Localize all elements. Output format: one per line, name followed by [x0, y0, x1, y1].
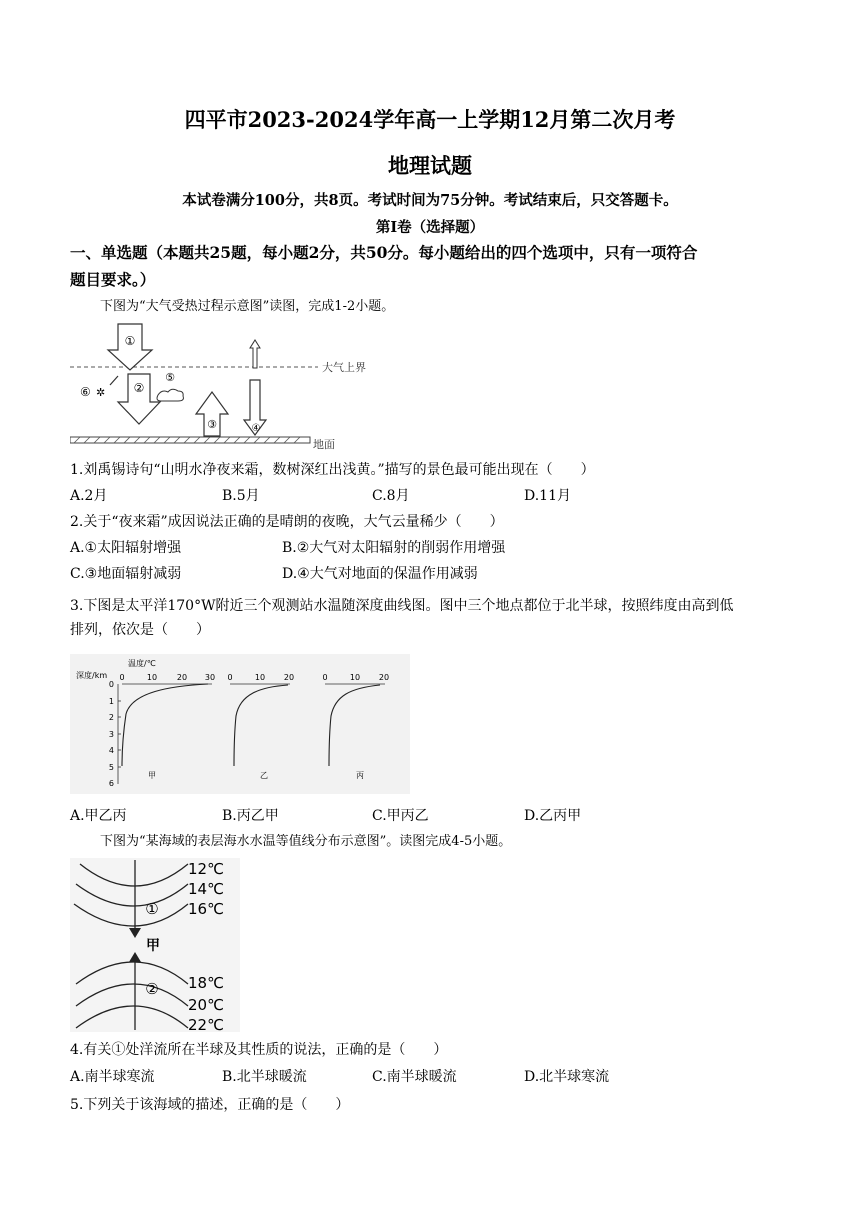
panel3-tick-10: 10 — [349, 673, 361, 682]
panel1-tick-0: 0 — [119, 673, 125, 682]
depth-tick-6: 6 — [108, 779, 114, 788]
intro-figure1: 下图为“大气受热过程示意图”读图，完成1-2小题。 — [100, 299, 395, 314]
arrow-4-label: ④ — [251, 423, 261, 434]
exam-title: 四平市2023-2024学年高一上学期12月第二次月考 — [184, 107, 676, 132]
q1-option-c[interactable]: C.8月 — [372, 488, 410, 504]
depth-tick-2: 2 — [108, 713, 114, 722]
atmosphere-heating-figure — [70, 322, 382, 454]
q2-option-b[interactable]: B.②大气对太阳辐射的削弱作用增强 — [282, 540, 506, 556]
section-heading-line1: 一、单选题（本题共25题，每小题2分，共50分。每小题给出的四个选项中，只有一项符合 — [70, 243, 698, 262]
q4-option-d[interactable]: D.北半球寒流 — [524, 1069, 610, 1085]
q1-option-d[interactable]: D.11月 — [524, 488, 571, 504]
section-heading-line2: 题目要求。） — [70, 270, 156, 289]
q4-option-a[interactable]: A.南半球寒流 — [70, 1069, 155, 1085]
panel-name-yi: 乙 — [260, 771, 268, 780]
panel3-tick-0: 0 — [322, 673, 328, 682]
q3-option-b[interactable]: B.丙乙甲 — [222, 808, 279, 824]
isotherm-16: 16℃ — [188, 900, 224, 918]
panel3-tick-20: 20 — [378, 673, 390, 682]
exam-notice: 本试卷满分100分，共8页。考试时间为75分钟。考试结束后，只交答题卡。 — [182, 192, 678, 209]
panel2-tick-0: 0 — [227, 673, 233, 682]
panel2-tick-10: 10 — [254, 673, 266, 682]
question-3-stem-line2: 排列，依次是（ ） — [70, 622, 210, 638]
region-2-label: ② — [145, 980, 159, 998]
arrow-5-label: ⑤ — [165, 371, 175, 384]
depth-tick-3: 3 — [108, 730, 114, 739]
intro-figure3: 下图为“某海域的表层海水水温等值线分布示意图”。读图完成4-5小题。 — [100, 834, 512, 849]
scatter-particle-icon: ✲ — [96, 386, 106, 399]
region-1-label: ① — [145, 900, 159, 918]
question-2-stem: 2.关于“夜来霜”成因说法正确的是晴朗的夜晚，大气云量稀少（ ） — [70, 514, 504, 530]
part-heading: 第I卷（选择题） — [375, 219, 485, 236]
xlabel-temperature: 温度/℃ — [128, 659, 156, 668]
q2-option-d[interactable]: D.④大气对地面的保温作用减弱 — [282, 566, 478, 582]
q3-option-c[interactable]: C.甲丙乙 — [372, 808, 429, 824]
sea-surface-isotherm-figure — [70, 858, 240, 1032]
arrow-6-label: ⑥ — [80, 385, 91, 399]
arrow-1-label: ① — [124, 334, 136, 348]
q2-option-c[interactable]: C.③地面辐射减弱 — [70, 566, 182, 582]
label-atmosphere-top: 大气上界 — [322, 361, 366, 374]
exam-subject: 地理试题 — [388, 153, 472, 178]
q1-option-a[interactable]: A.2月 — [70, 488, 108, 504]
q3-option-d[interactable]: D.乙丙甲 — [524, 808, 582, 824]
q4-option-c[interactable]: C.南半球暖流 — [372, 1069, 457, 1085]
isotherm-12: 12℃ — [188, 860, 224, 878]
question-3-stem-line1: 3.下图是太平洋170°W附近三个观测站水温随深度曲线图。图中三个地点都位于北半球，按照纬度由高到低 — [70, 598, 734, 614]
isotherm-22: 22℃ — [188, 1016, 224, 1032]
q1-option-b[interactable]: B.5月 — [222, 488, 260, 504]
arrow-2-label: ② — [133, 381, 145, 395]
depth-tick-1: 1 — [108, 697, 114, 706]
water-temperature-depth-figure — [70, 654, 410, 794]
question-4-stem: 4.有关①处洋流所在半球及其性质的说法，正确的是（ ） — [70, 1042, 448, 1058]
panel1-tick-10: 10 — [146, 673, 158, 682]
ylabel-depth: 深度/km — [76, 671, 108, 680]
panel2-tick-20: 20 — [283, 673, 295, 682]
depth-tick-4: 4 — [108, 746, 114, 755]
label-ground: 地面 — [313, 438, 335, 451]
question-5-stem: 5.下列关于该海域的描述，正确的是（ ） — [70, 1097, 350, 1113]
isotherm-20: 20℃ — [188, 996, 224, 1014]
panel1-tick-30: 30 — [204, 673, 216, 682]
panel-name-jia: 甲 — [148, 771, 156, 780]
q3-option-a[interactable]: A.甲乙丙 — [70, 808, 127, 824]
arrow-3-label: ③ — [207, 418, 217, 431]
q2-option-a[interactable]: A.①太阳辐射增强 — [70, 540, 182, 556]
panel1-tick-20: 20 — [176, 673, 188, 682]
panel-name-bing: 丙 — [356, 771, 364, 780]
isotherm-18: 18℃ — [188, 974, 224, 992]
center-label-jia: 甲 — [146, 938, 160, 954]
q4-option-b[interactable]: B.北半球暖流 — [222, 1069, 307, 1085]
isotherm-14: 14℃ — [188, 880, 224, 898]
question-1-stem: 1.刘禹锡诗句“山明水净夜来霜，数树深红出浅黄。”描写的景色最可能出现在（ ） — [70, 462, 595, 478]
depth-tick-5: 5 — [108, 763, 114, 772]
depth-tick-0: 0 — [108, 680, 114, 689]
